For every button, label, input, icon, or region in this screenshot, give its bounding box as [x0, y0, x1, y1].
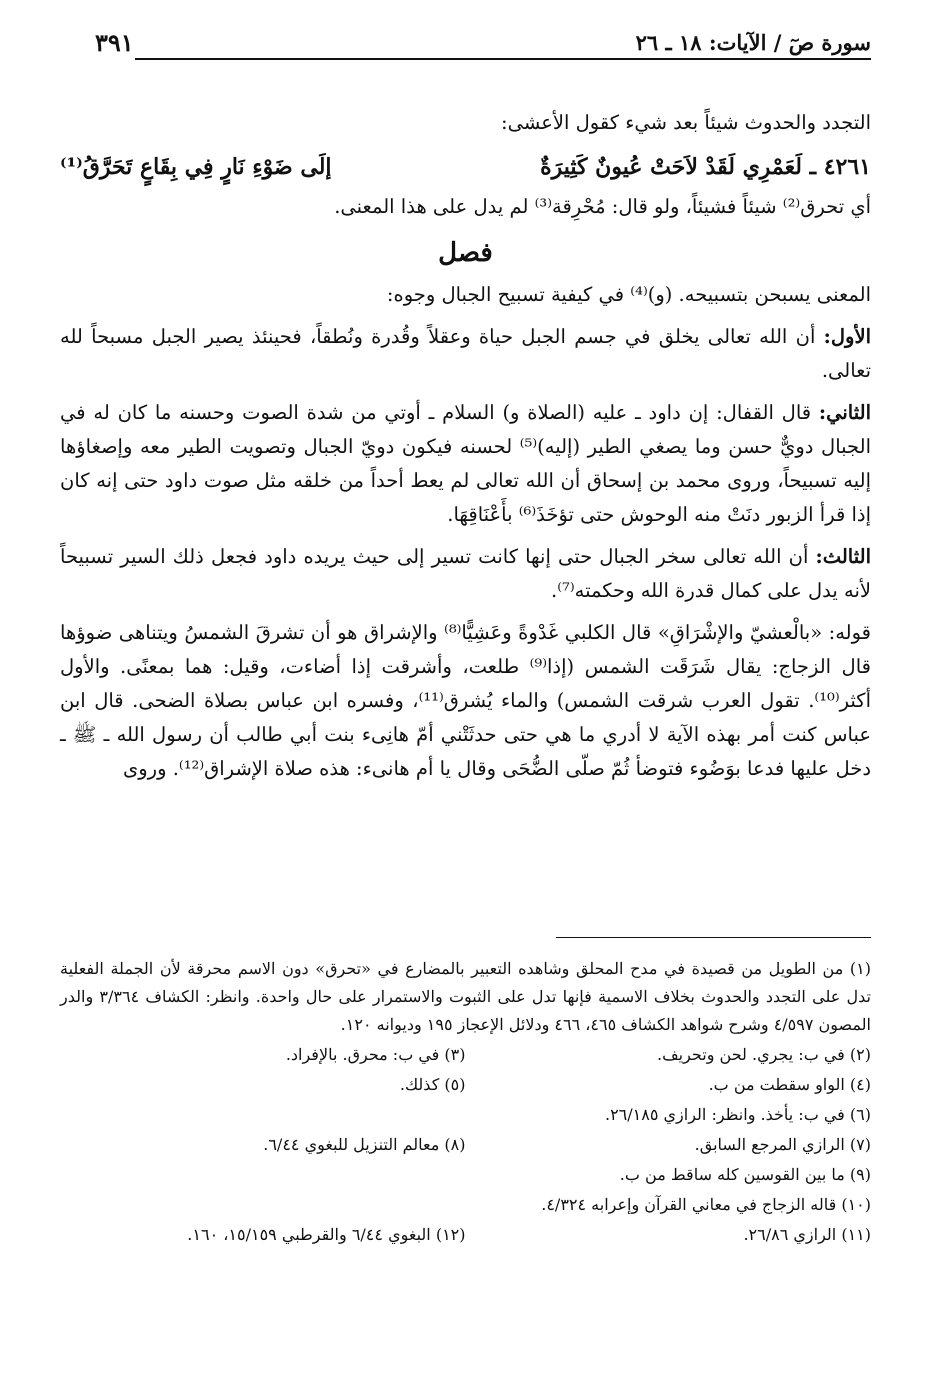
footnote-2: (٢) في ب: يجري. لحن وتحريف.: [657, 1045, 871, 1064]
footnote-8: (٨) معالم التنزيل للبغوي ٦/٤٤.: [263, 1135, 466, 1154]
footnote-3: (٣) في ب: محرق. بالإفراد.: [285, 1045, 466, 1064]
footnote-11: (١١) الرازي ٢٦/٨٦.: [743, 1225, 871, 1244]
third-lead: الثالث:: [815, 545, 871, 568]
paragraph-first: [60, 320, 871, 388]
verse-first-half: ٤٢٦١ ـ لَعَمْرِي لَقَدْ لاَحَتْ عُيونٌ كَثِيرَةٌ: [540, 154, 871, 180]
third-text: أن الله تعالى سخر الجبال حتى إنها كانت تسير إلى حيث يريده داود فجعل ذلك السير تسبيحاً لأنه يدل على كمال قدرة الله وحكمته⁽⁷⁾.: [60, 545, 871, 602]
footnote-12: (١٢) البغوي ٦/٤٤ والقرطبي ١٥/١٥٩، ١٦٠.: [187, 1225, 466, 1244]
section-title: فصل: [438, 238, 493, 268]
intro-line: التجدد والحدوث شيئاً بعد شيء كقول الأعشى:: [501, 111, 871, 134]
first-text: أن الله تعالى يخلق في جسم الجبل حياة وعقلاً وقُدرة ونُطقاً، فحينئذ يصير الجبل مسبحاً لله تعالى.: [60, 325, 871, 382]
second-lead: الثاني:: [818, 401, 871, 424]
page-header: [95, 28, 871, 62]
paragraph-third: [60, 540, 871, 608]
first-lead: الأول:: [823, 325, 871, 348]
paragraph-ishraq: قوله: «بالْعشيّ والإشْرَاقِ» قال الكلبي غَدْوةً وعَشِيًّا⁽⁸⁾ والإشراق هو أن تشرقَ الشمسُ ويتناهى ضوؤها قال الزجاج: يقال شَرَقَت الشمس (إذا⁽⁹⁾ طلعت، وأشرقت إذا أضاءت، وقيل: هما بمعنًى. والأول أكثر⁽¹⁰⁾. تقول العرب شرقت الشمس) والماء يُشرق⁽¹¹⁾، وفسره ابن عباس بصلاة الضحى. قال ابن عباس كنت أمر بهذه الآية لا أدري ما هي حتى حدثَتْني أمّ هانِىء بنت أبي طالب أن رسول الله ـ ﷺ ـ دخل عليها فدعا بوَضُوء فتوضأ ثُمّ صلّى الضُّحَى وقال يا أم هانىء: هذه صلاة الإشراق⁽¹²⁾. وروى: [60, 621, 871, 780]
footnotes: [60, 955, 871, 1251]
footnote-7: (٧) الرازي المرجع السابق.: [694, 1135, 871, 1154]
verse-explanation: أي تحرق⁽²⁾ شيئاً فشيئاً، ولو قال: مُحْرِقة⁽³⁾ لم يدل على هذا المعنى.: [334, 195, 871, 218]
footnote-9: (٩) ما بين القوسين كله ساقط من ب.: [619, 1165, 871, 1184]
header-rule: [135, 58, 871, 60]
footnote-10: (١٠) قاله الزجاج في معاني القرآن وإعرابه ٤/٣٢٤.: [541, 1195, 871, 1214]
footnote-rule: [556, 937, 871, 938]
footnote-row: [60, 1131, 871, 1159]
page-number: ٣٩١: [95, 28, 134, 57]
second-text: قال القفال: إن داود ـ عليه (الصلاة و) السلام ـ أوتي من شدة الصوت وحسنه ما كان له في الجبال دويٌّ حسن وما يصغي الطير (إليه)⁽⁵⁾ لحسنه فيكون دويّ الجبال وتصويت الطير معه وإصغاؤها إليه تسبيحاً، وروى محمد بن إسحاق أن الله تعالى لم يعط أحداً من خلقه مثل صوت داود حتى إنه كان إذا قرأ الزبور دنَتْ منه الوحوش حتى تؤخَذَ⁽⁶⁾ بأَعْنَاقِهَا.: [60, 401, 871, 526]
verse-second-half: إلَى ضَوْءِ نَارٍ فِي بِقَاعٍ تَحَرَّقُ⁽¹⁾: [60, 154, 332, 180]
footnote-1: (١) من الطويل من قصيدة في مدح المحلق وشاهده التعبير بالمضارع في «تحرق» دون الاسم محرقة لأن الجملة الفعلية تدل على التجدد والحدوث بخلاف الاسمية فإنها تدل على الثبوت والاستمرار على حال واحدة. وانظر: الكشاف ٣/٣٦٤ والدر المصون ٤/٥٩٧ وشرح شواهد الكشاف ٤٦٥، ٤٦٦ ودلائل الإعجاز ١٩٥ وديوانه ١٢٠.: [60, 959, 871, 1034]
paragraph-second: [60, 396, 871, 532]
footnote-6: (٦) في ب: يأخذ. وانظر: الرازي ٢٦/١٨٥.: [604, 1105, 871, 1124]
running-title: سورة صٓ / الآيات: ١٨ ـ ٢٦: [635, 30, 871, 55]
footnote-row: [60, 1221, 871, 1249]
footnote-row: [60, 1041, 871, 1069]
footnote-4: (٤) الواو سقطت من ب.: [708, 1075, 871, 1094]
paragraph-intro: المعنى يسبحن بتسبيحه. (و)⁽⁴⁾ في كيفية تسبيح الجبال وجوه:: [386, 283, 871, 306]
footnote-row: [60, 1071, 871, 1099]
main-text: [60, 106, 871, 794]
poetry-verse: [60, 148, 871, 186]
footnote-5: (٥) كذلك.: [399, 1075, 466, 1094]
